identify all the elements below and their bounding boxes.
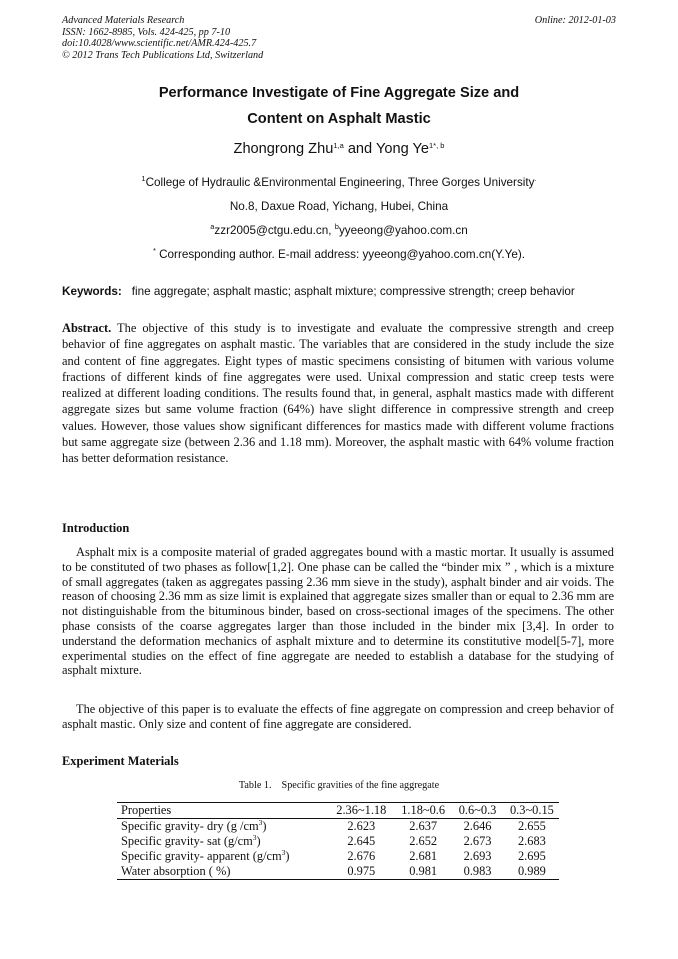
keywords [62,284,622,299]
row-label: Specific gravity- dry (g $/cm^3$) [121,818,267,833]
table-1-title: Specific gravities of the fine aggregate [281,780,440,791]
journal-header [62,15,616,61]
corr-sup: * [152,246,156,255]
introduction-paragraph-1: Asphalt mix is a composite material of graded aggregates bound with a mastic mortar. It usually is assumed to be constituted of two phases as follow[1,2]. One phase can be called the “binder mix ” , which is a mixture of small aggregates (taken as aggregates passing 2.36 mm sieve in the study), asphalt binder and air voids. The reason of choosing 2.36 mm as size limit is explained that aggregate sizes smaller than or equal to 2.36 mm are not distinguishable from the bituminous binder, based on cross-sectional images of the specimens. The other phase consists of the coarse aggregates larger than those included in the binder mix [3,4]. In order to understand the deformation mechanics of asphalt mixture and to determine its constitutive model[5-7], more experimental studies on the effect of fine aggregate are needed to establish a database for the studying of asphalt mixture. [62,545,614,678]
header-size-0-3-0-15: 0.3~0.15 [509,803,554,817]
table-cell: 0.983 [463,864,492,878]
table-cell: 2.683 [517,834,546,848]
introduction-heading: Introduction [62,521,130,535]
specific-gravity-table [117,802,559,880]
table-row [117,834,559,849]
abstract-text: The objective of this study is to investigate and evaluate the compressive strength and creep behavior of fine aggregates on asphalt mastic. The variables that are considered in the study include the size and content of fine aggregates. Eight types of mastic specimens consisting of bitumen with various volume fractions of different kinds of fine aggregates were used. Unixal compression and static creep tests were realized at different loading conditions. The results found that, in general, asphalt mastics made with different aggregate sizes but same volume fraction (64%) have slight difference in compressive strength and creep values. However, those values show significant differences for mastics made with different volume fractions but same aggregate size (between 2.36 and 1.18 mm). Moreover, the asphalt mastic with 64% volume fraction has better deformation resistance. [62,321,614,466]
table-cell: 0.975 [347,864,376,878]
experiment-materials-heading: Experiment Materials [62,754,179,768]
email-a: zzr2005@ctgu.edu.cn, [214,224,335,237]
header-size-1-18-0-6: 1.18~0.6 [401,803,446,817]
table-1-number: Table 1. [238,780,272,791]
author-1: Zhongrong Zhu [233,141,334,157]
row-label: Water absorption ( %) [121,864,231,878]
table-cell: 2.681 [409,849,438,863]
table-cell: 2.676 [347,849,376,863]
title-line-2: Content on Asphalt Mastic [247,111,431,127]
journal-name: Advanced Materials Research [62,15,185,26]
keywords-label: Keywords: [62,285,122,298]
paper-title [62,80,616,132]
table-cell: 2.623 [347,819,376,833]
header-properties: Properties [121,803,172,817]
title-line-1: Performance Investigate of Fine Aggregate Size and [158,85,520,101]
table-cell: 2.695 [517,849,546,863]
keywords-text: fine aggregate; asphalt mastic; asphalt mixture; compressive strength; creep behavior [131,285,575,298]
row-label: Specific gravity- sat $(g/cm^3)$ [121,833,261,848]
table-cell: 2.645 [347,834,376,848]
table-cell: 0.981 [409,864,438,878]
introduction-paragraph-2: The objective of this paper is to evaluate the effects of fine aggregate on compression and creep behavior of asphalt mastic. Only size and content of fine aggregate are considered. [62,702,614,731]
table-cell: 2.693 [463,849,492,863]
table-cell: 2.655 [517,819,546,833]
table-row [117,819,559,835]
table-cell: 0.989 [517,864,546,878]
author-line [62,140,616,158]
table-row [117,849,559,864]
table-cell: 2.652 [409,834,438,848]
table-header-row [117,803,559,819]
corresponding-author-line [62,248,616,262]
doi-line: doi:10.4028/www.scientific.net/AMR.424-425.7 [62,38,257,50]
row-label: Specific gravity- apparent $(g/cm^3)$ [121,848,290,863]
affil-sup-1: 1 [141,174,146,183]
email-b: yyeeong@yahoo.com.cn [338,224,468,237]
abstract [62,320,614,467]
issn-line: ISSN: 1662-8985, Vols. 424-425, pp 7-10 [62,26,231,38]
table-cell: 2.637 [409,819,438,833]
author-2: Yong Ye [375,141,430,157]
table-1-caption [62,780,616,792]
author-2-affil: 1*, b [429,141,445,150]
online-date: Online: 2012-01-03 [534,15,616,26]
header-size-0-6-0-3: 0.6~0.3 [458,803,497,817]
email-line [62,224,616,238]
email-a-sup: a [210,222,215,231]
table-cell: 2.646 [463,819,492,833]
author-conjunction: and [343,141,376,157]
abstract-label: Abstract. [62,321,112,335]
header-size-2-36-1-18: 2.36~1.18 [336,803,387,817]
email-b-sup: b [334,222,339,231]
table-cell: 2.673 [463,834,492,848]
affiliation-line-2: No.8, Daxue Road, Yichang, Hubei, China [229,200,449,213]
copyright-line: © 2012 Trans Tech Publications Ltd, Switzerland [62,49,264,61]
affiliation-institution: College of Hydraulic &Environmental Engineering, Three Gorges University [145,176,535,189]
affiliation-line-1 [62,176,616,190]
table-row [117,864,559,880]
author-1-affil: 1,a [333,141,344,150]
affil-mark: . [534,174,537,183]
corresponding-author-text: Corresponding author. E-mail address: yyeeong@yahoo.com.cn(Y.Ye). [155,248,526,261]
